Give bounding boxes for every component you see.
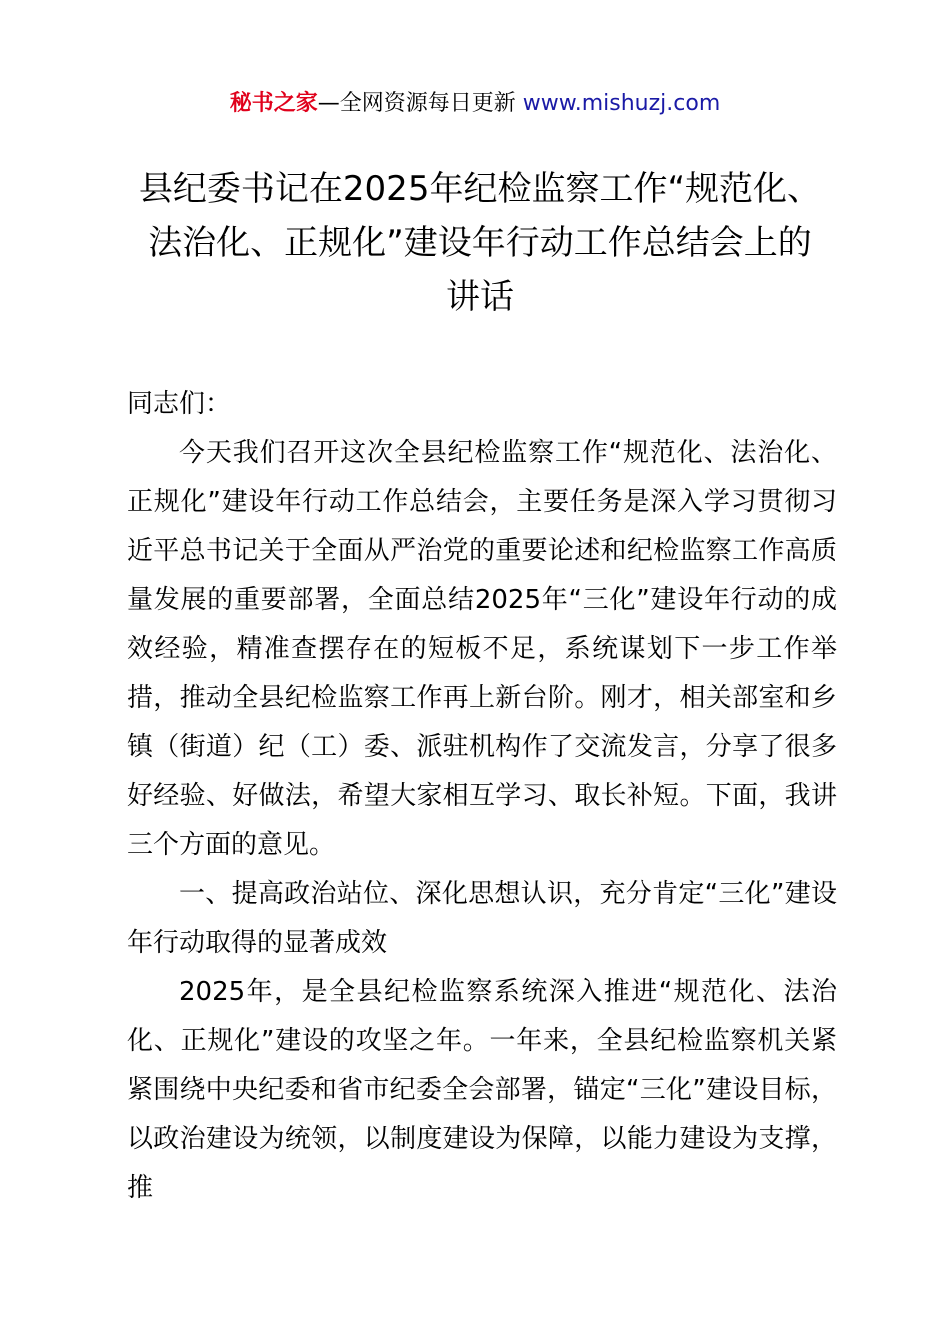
document-body: [127, 380, 837, 1213]
title-line: 法治化、正规化”建设年行动工作总结会上的: [148, 223, 812, 263]
brand-name: 秘书之家: [229, 91, 318, 116]
document-title: [110, 162, 850, 324]
site-header: [0, 88, 950, 120]
body-paragraph: 今天我们召开这次全县纪检监察工作“规范化、法治化、正规化”建设年行动工作总结会，主要任务是深入学习贯彻习近平总书记关于全面从严治党的重要论述和纪检监察工作高质量发展的重要部署，全面总结2025年“三化”建设年行动的成效经验，精准查摆存在的短板不足，系统谋划下一步工作举措，推动全县纪检监察工作再上新台阶。刚才，相关部室和乡镇（街道）纪（工）委、派驻机构作了交流发言，分享了很多好经验、好做法，希望大家相互学习、取长补短。下面，我讲三个方面的意见。: [127, 438, 837, 860]
body-paragraph: 2025年，是全县纪检监察系统深入推进“规范化、法治化、正规化”建设的攻坚之年。一年来，全县纪检监察机关紧紧围绕中央纪委和省市纪委全会部署，锚定“三化”建设目标，以政治建设为统领，以制度建设为保障，以能力建设为支撑，推: [127, 977, 837, 1203]
title-line: 县纪委书记在2025年纪检监察工作“规范化、: [138, 169, 822, 209]
section-heading: 一、提高政治站位、深化思想认识，充分肯定“三化”建设年行动取得的显著成效: [127, 879, 837, 958]
site-url-link[interactable]: www.mishuzj.com: [522, 91, 721, 116]
title-line: 讲话: [446, 277, 514, 317]
header-tagline: —全网资源每日更新: [317, 91, 516, 116]
salutation: 同志们：: [127, 389, 232, 419]
